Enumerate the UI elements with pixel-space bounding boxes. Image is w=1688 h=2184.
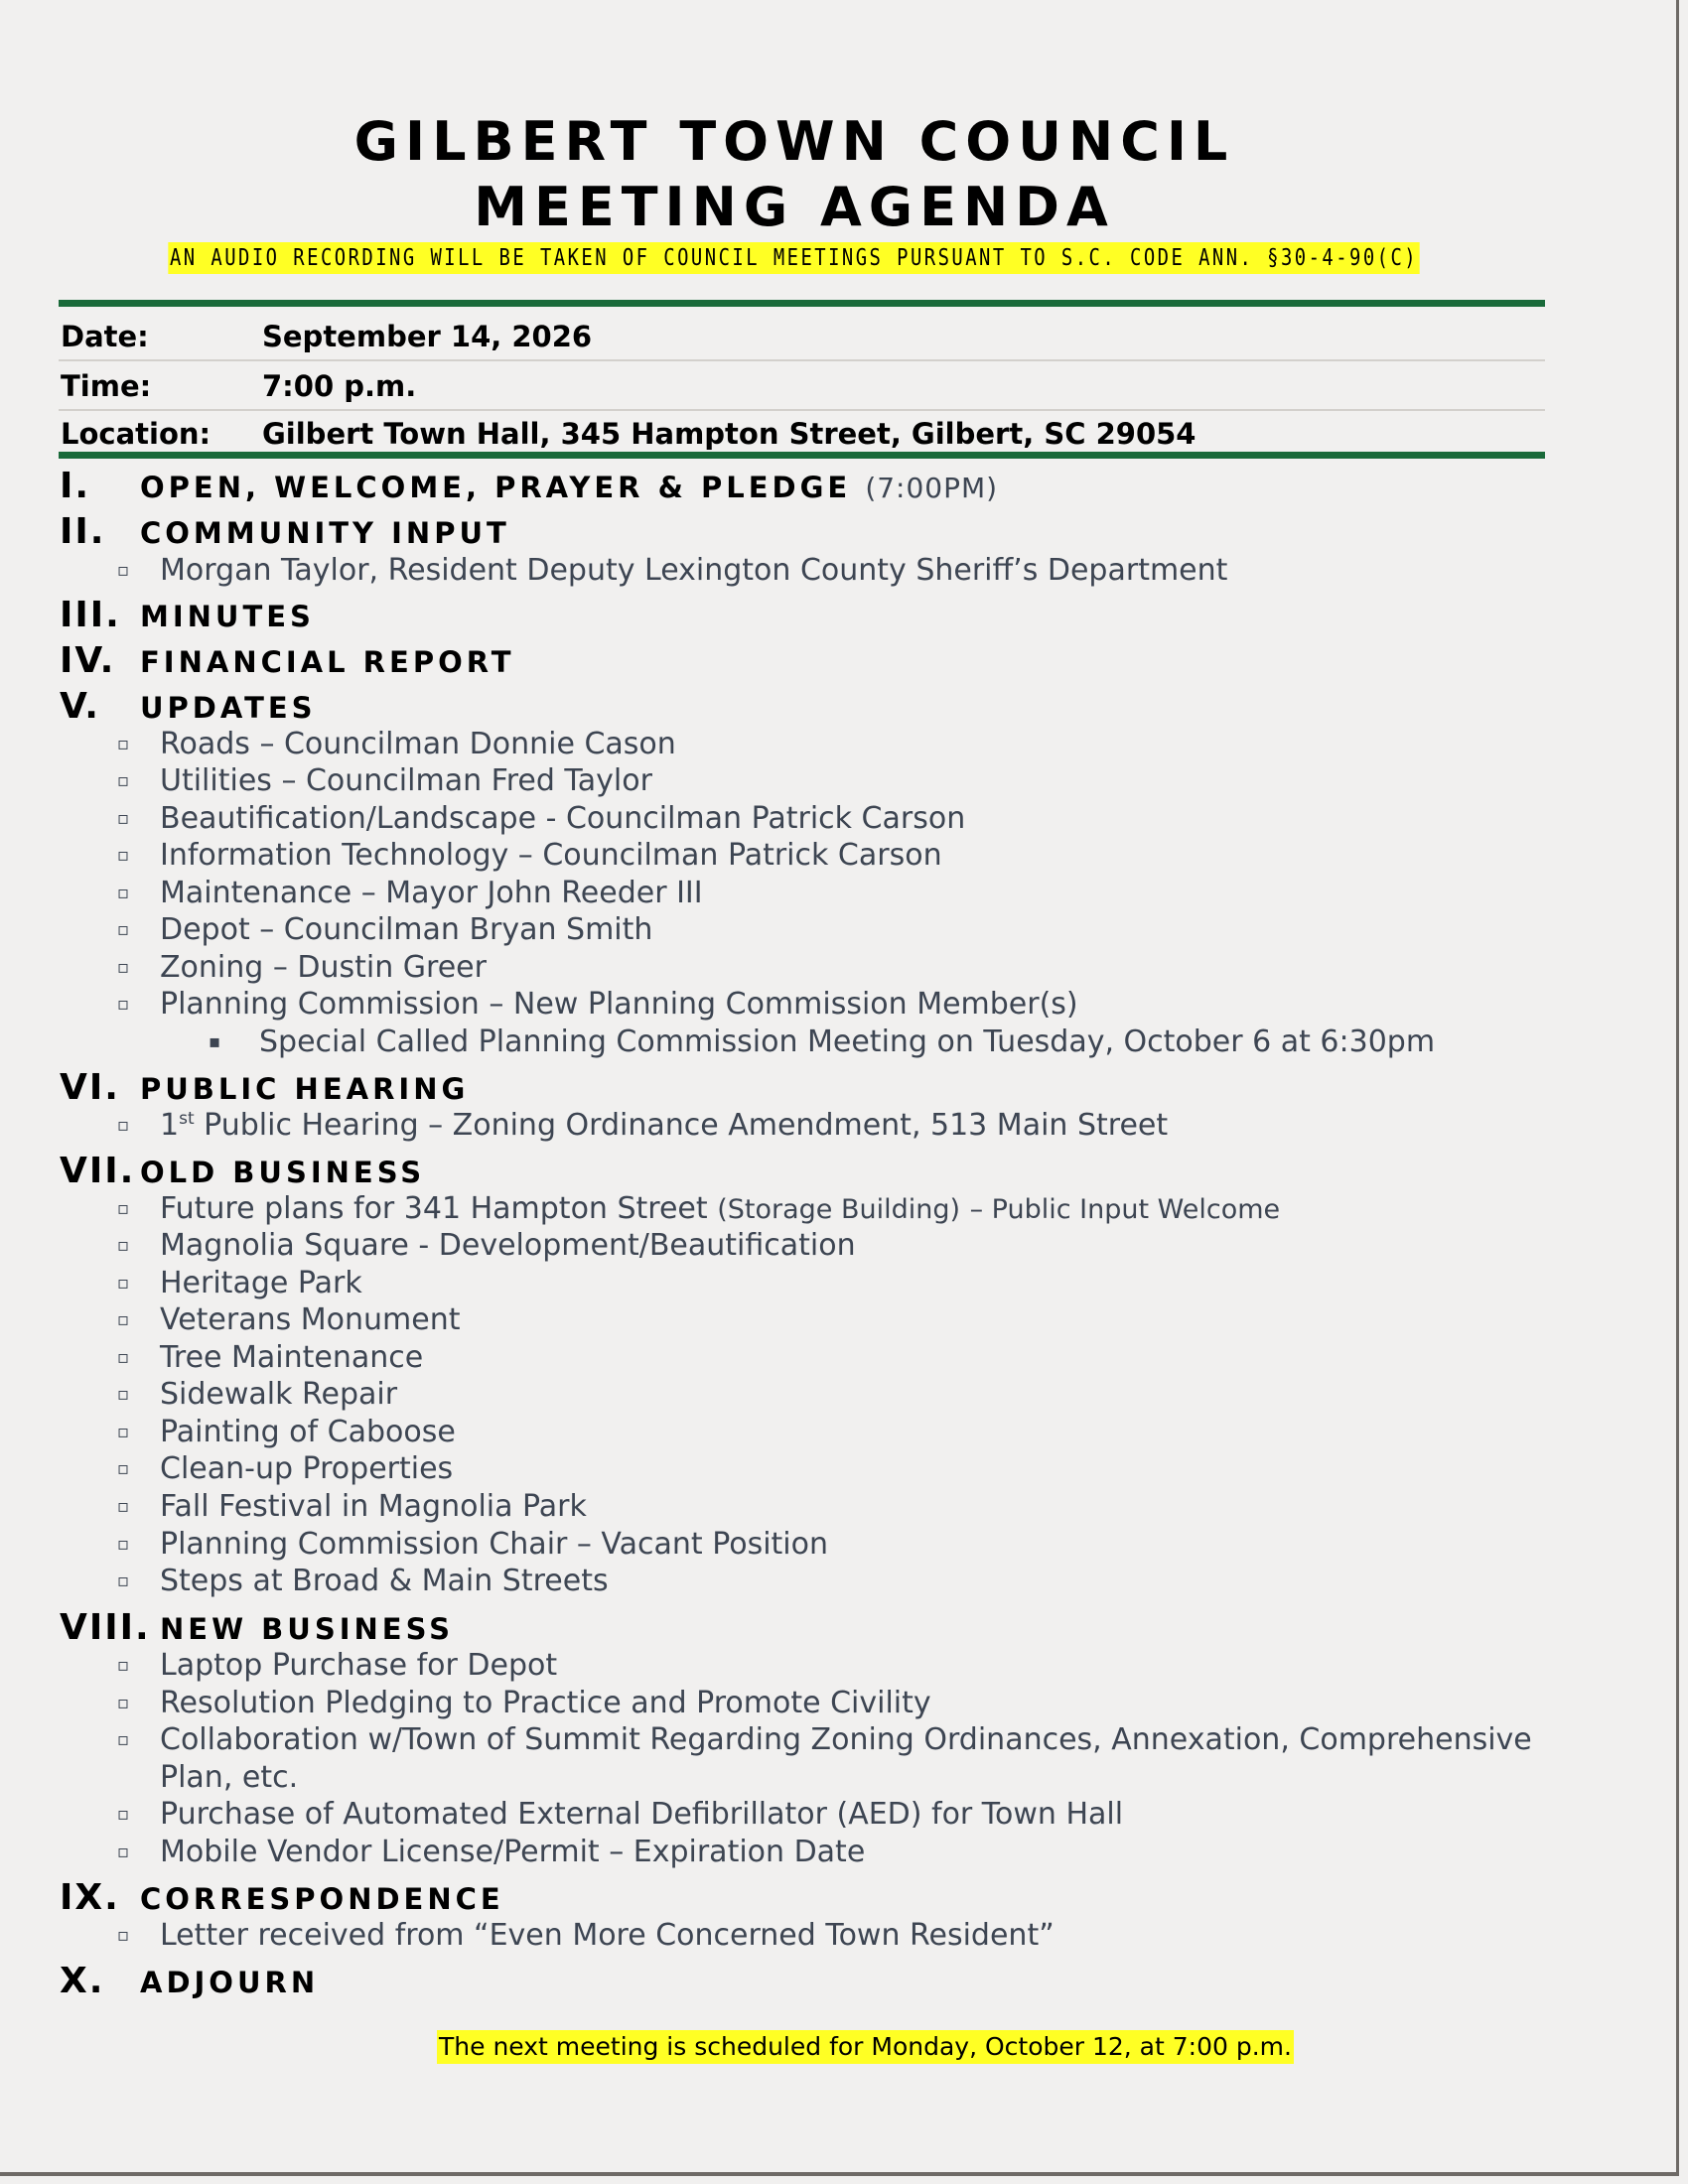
page-edge-right: [1676, 0, 1679, 2176]
title-line-1: GILBERT TOWN COUNCIL: [353, 110, 1235, 173]
section-open: [60, 466, 999, 512]
page-edge-bottom: [0, 2172, 1679, 2176]
recording-notice: AN AUDIO RECORDING WILL BE TAKEN OF COUNCIL MEETINGS PURSUANT TO S.C. CODE ANN. §30-4-90(C): [169, 242, 1420, 274]
hollow-square-bullet-icon: ▫: [117, 994, 130, 1015]
document-header: [0, 109, 1589, 274]
section-correspondence: [60, 1877, 504, 1924]
rule-top: [59, 300, 1545, 307]
section-financial-report: [60, 640, 515, 687]
hollow-square-bullet-icon: ▫: [117, 1309, 130, 1330]
section-minutes: [60, 595, 315, 641]
section-title: OPEN, WELCOME, PRAYER & PLEDGE (7:00PM): [140, 471, 999, 504]
hollow-square-bullet-icon: ▫: [117, 1496, 130, 1517]
section-title: OLD BUSINESS: [140, 1156, 426, 1189]
hollow-square-bullet-icon: ▫: [117, 883, 130, 903]
section-number: IV.: [60, 640, 116, 681]
section-title: UPDATES: [140, 691, 317, 725]
hollow-square-bullet-icon: ▫: [117, 845, 130, 866]
hollow-square-bullet-icon: ▫: [117, 1198, 130, 1219]
time-label: Time:: [61, 369, 152, 403]
section-number: V.: [60, 686, 100, 727]
section-number: II.: [60, 511, 106, 552]
hollow-square-bullet-icon: ▫: [117, 1655, 130, 1676]
hollow-square-bullet-icon: ▫: [117, 808, 130, 829]
hollow-square-bullet-icon: ▫: [117, 919, 130, 940]
location-value: Gilbert Town Hall, 345 Hampton Street, Gilbert, SC 29054: [262, 417, 1196, 451]
hollow-square-bullet-icon: ▫: [117, 1458, 130, 1479]
date-value: September 14, 2026: [262, 320, 593, 353]
hollow-square-bullet-icon: ▫: [117, 1693, 130, 1713]
section-new-business: [60, 1607, 455, 1654]
hollow-square-bullet-icon: ▫: [117, 1273, 130, 1294]
hollow-square-bullet-icon: ▫: [117, 1115, 130, 1136]
location-label: Location:: [61, 417, 211, 451]
hollow-square-bullet-icon: ▫: [117, 734, 130, 754]
section-number: I.: [60, 466, 91, 506]
section-title: PUBLIC HEARING: [140, 1072, 470, 1106]
ordinal-suffix: st: [179, 1109, 195, 1129]
section-number: VIII.: [60, 1607, 151, 1648]
hollow-square-bullet-icon: ▫: [117, 1925, 130, 1946]
time-value: 7:00 p.m.: [262, 369, 417, 403]
hollow-square-bullet-icon: ▫: [117, 1384, 130, 1405]
section-time-note: (7:00PM): [865, 472, 999, 504]
hollow-square-bullet-icon: ▫: [117, 770, 130, 791]
hollow-square-bullet-icon: ▫: [117, 1347, 130, 1368]
section-number: IX.: [60, 1877, 120, 1918]
next-meeting-note: The next meeting is scheduled for Monday, October 12, at 7:00 p.m.: [437, 2030, 1294, 2064]
section-title: MINUTES: [140, 600, 315, 633]
hollow-square-bullet-icon: ▫: [117, 1534, 130, 1555]
hollow-square-bullet-icon: ▫: [117, 1804, 130, 1825]
hollow-square-bullet-icon: ▫: [117, 1570, 130, 1591]
section-number: III.: [60, 595, 121, 635]
date-label: Date:: [61, 320, 149, 353]
filled-square-bullet-icon: ▪: [209, 1031, 221, 1052]
hollow-square-bullet-icon: ▫: [117, 957, 130, 978]
hollow-square-bullet-icon: ▫: [117, 1235, 130, 1256]
hollow-square-bullet-icon: ▫: [117, 1729, 130, 1750]
section-title: COMMUNITY INPUT: [140, 516, 510, 550]
section-number: X.: [60, 1961, 105, 2001]
hollow-square-bullet-icon: ▫: [117, 1422, 130, 1442]
rule-time: [59, 409, 1545, 411]
section-title: FINANCIAL REPORT: [140, 645, 515, 679]
section-number: VII.: [60, 1151, 136, 1191]
rule-bottom: [59, 452, 1545, 459]
section-updates: [60, 686, 317, 733]
rule-date: [59, 359, 1545, 361]
section-adjourn: [60, 1961, 320, 2007]
section-title: CORRESPONDENCE: [140, 1882, 504, 1916]
section-title: NEW BUSINESS: [160, 1612, 455, 1646]
title-line-2: MEETING AGENDA: [474, 176, 1115, 238]
section-community-input: [60, 511, 510, 558]
hollow-square-bullet-icon: ▫: [117, 1842, 130, 1862]
hollow-square-bullet-icon: ▫: [117, 560, 130, 581]
section-public-hearing: [60, 1067, 470, 1114]
section-title: ADJOURN: [140, 1966, 320, 1999]
section-number: VI.: [60, 1067, 120, 1108]
